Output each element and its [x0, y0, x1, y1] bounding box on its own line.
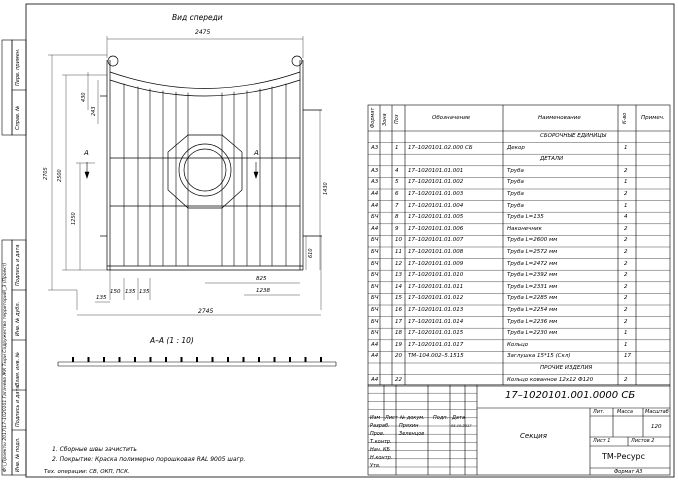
bom-row: [368, 375, 670, 387]
bom-row: [368, 201, 670, 213]
bom-row: [368, 282, 670, 294]
bom-cell-qty: 2: [624, 225, 628, 232]
bom-cell-pos: 5: [395, 179, 399, 186]
bom-row: [368, 177, 670, 189]
bom-cell-format: А4: [371, 376, 379, 383]
bom-cell-pos: 13: [395, 272, 402, 279]
tb-podp: Подп.: [433, 415, 449, 421]
bom-cell-pos: 9: [395, 225, 399, 232]
bom-cell-qty: 2: [624, 191, 628, 197]
dim-150: 150: [110, 289, 121, 295]
section-marker-left: А: [84, 149, 89, 157]
tb-sheet: Лист 1: [593, 438, 611, 444]
note-1: 1. Сборные швы зачистить: [52, 446, 137, 453]
bom-cell-name: Труба L=2285 мм: [507, 295, 558, 302]
doc-number: 17–1020101.001.0000 СБ: [505, 390, 636, 401]
bom-cell-pos: 16: [395, 307, 402, 313]
bom-cell-qty: 1: [624, 202, 628, 209]
doc-name: Секция: [520, 432, 547, 440]
bom-cell-format: БЧ: [371, 295, 379, 302]
bom-cell-qty: 1: [624, 330, 628, 337]
strip-inv-podl: Инв. № подл.: [15, 437, 21, 472]
note-2: 2. Покрытие: Краска полимерно порошковая RAL 9005 шагр.: [52, 456, 246, 463]
tb-lit: Лит.: [593, 409, 605, 415]
bom-cell-qty: 2: [624, 318, 628, 325]
bom-cell-pos: 20: [395, 353, 402, 360]
bom-cell-name: Труба L=2392 мм: [507, 272, 558, 279]
bom-cell-designation: 17–1020101.01.005: [408, 214, 464, 221]
tb-mass: Масса: [617, 409, 633, 415]
bom-cell-designation: 17–1020101.01.007: [408, 237, 464, 244]
bom-cell-designation: 17–1020101.01.002: [408, 179, 464, 186]
bom-cell-qty: 2: [624, 283, 628, 290]
bom-row: [368, 317, 670, 329]
bom-cell-designation: 17–1020101.01.013: [408, 307, 464, 313]
bom-cell-designation: 17–1020101.01.008: [408, 249, 464, 255]
bom-cell-format: А3: [371, 167, 379, 174]
dim-width-bottom: 2745: [198, 308, 214, 315]
bom-row: [368, 166, 670, 178]
bom-cell-name: Труба L=135: [507, 214, 544, 221]
bom-header-format: Формат: [370, 107, 376, 128]
tb-nkontr: Н.контр.: [370, 455, 393, 461]
bom-cell-designation: ТМ–104.002–5.1515: [408, 353, 464, 360]
bom-cell-qty: 2: [624, 167, 628, 174]
bom-cell-format: А4: [371, 341, 379, 348]
bom-cell-format: А4: [371, 191, 379, 197]
bom-cell-qty: 1: [624, 179, 628, 186]
bom-cell-pos: 1: [395, 144, 399, 151]
dim-arch-430: 430: [81, 92, 87, 102]
bom-cell-name: Труба L=2572 мм: [507, 249, 558, 255]
bom-cell-name: Кольцо: [507, 341, 529, 348]
tb-date: 05.10.2017: [451, 424, 472, 428]
section-marker-right: А: [254, 149, 259, 157]
bom-row: [368, 189, 670, 201]
bom-cell-format: БЧ: [371, 249, 379, 255]
bom-cell-format: А4: [371, 202, 379, 209]
bom-row: [368, 212, 670, 224]
tb-ndoc: № докум.: [400, 415, 425, 421]
bom-header-designation: Обозначение: [432, 115, 471, 121]
bom-cell-name: Труба: [507, 202, 524, 209]
bom-cell-format: А3: [371, 179, 379, 186]
bom-cell-qty: 2: [624, 307, 628, 313]
bom-cell-name: Труба L=2254 мм: [507, 307, 558, 313]
bom-cell-qty: 4: [624, 214, 628, 221]
bom-cell-format: БЧ: [371, 283, 379, 290]
bom-cell-designation: 17–1020101.02.000 СБ: [408, 144, 473, 151]
strip-podp-data-1: Подпись и дата: [15, 244, 21, 286]
bom-cell-pos: 22: [395, 376, 402, 383]
bom-row: [368, 247, 670, 259]
bom-cell-pos: 14: [395, 283, 402, 290]
bom-section-other: [368, 363, 670, 375]
bom-row: [368, 259, 670, 271]
dim-1238: 1238: [256, 288, 270, 294]
bom-cell-pos: 18: [395, 330, 402, 337]
bom-row: [368, 270, 670, 282]
bom-row: [368, 293, 670, 305]
strip-sprav-no: Справ. №: [15, 105, 21, 130]
bom-cell-pos: 8: [395, 214, 399, 221]
bom-header-zone: Зона: [382, 113, 388, 126]
bom-cell-pos: 7: [395, 202, 399, 209]
bom-cell-qty: 2: [624, 260, 628, 267]
bom-row: [368, 328, 670, 340]
bom-cell-format: БЧ: [371, 307, 379, 313]
bom-cell-name: Заглушка 15*15 (Скл): [507, 353, 571, 360]
bom-cell-qty: 2: [624, 272, 628, 279]
bom-section-parts: [368, 154, 670, 166]
bom-cell-pos: 17: [395, 318, 402, 325]
tb-tkontr: Т.контр.: [370, 439, 392, 445]
bom-row: [368, 224, 670, 236]
tb-list: Лист: [385, 415, 398, 421]
bom-cell-name: Декор: [507, 144, 525, 151]
view-title: Вид спереди: [172, 13, 223, 22]
bom-cell-name: Труба L=2600 мм: [507, 237, 558, 244]
dim-135-a: 135: [96, 295, 107, 301]
bom-cell-name: Труба: [507, 191, 524, 197]
bom-cell-pos: 19: [395, 341, 402, 348]
bom-section-assembly: [368, 131, 670, 143]
bom-header-note: Примеч.: [641, 115, 665, 121]
bom-cell-designation: 17–1020101.01.011: [408, 283, 464, 290]
bom-cell-format: А3: [371, 144, 379, 151]
bom-cell-pos: 15: [395, 295, 402, 302]
bom-row: [368, 235, 670, 247]
bom-cell-name: Кольцо кованное 12х12 Ф120: [507, 376, 594, 383]
bom-header-pos: Поз: [394, 114, 400, 124]
bom-cell-qty: 2: [624, 237, 628, 244]
bom-section-label: ДЕТАЛИ: [540, 156, 564, 163]
strip-file-path: Ф:\_Проекты 2017\17–1020101 Гагачева ЖК Тыри Содружество территорий\_3 (Проект): [3, 262, 8, 472]
bom-cell-name: Труба L=2236 мм: [507, 318, 558, 325]
bom-cell-pos: 6: [395, 191, 399, 197]
bom-row: [368, 351, 670, 363]
bom-cell-pos: 4: [395, 167, 399, 174]
bom-cell-name: Труба L=2331 мм: [507, 283, 558, 290]
dim-right-1430: 1430: [323, 182, 329, 195]
tb-prov-name: Зеленцов: [399, 431, 425, 437]
strip-vzam-inv: Взам. инв. №: [15, 352, 21, 386]
bom-cell-qty: 17: [624, 353, 631, 360]
bom-cell-name: Труба L=2472 мм: [507, 260, 558, 267]
dim-height-2500: 2500: [57, 169, 63, 182]
strip-perv-primen: Перв. примен.: [15, 48, 21, 86]
bom-row: [368, 305, 670, 317]
bom-cell-name: Труба: [507, 167, 524, 174]
dim-825: 825: [256, 276, 267, 282]
bom-cell-qty: 1: [624, 341, 628, 348]
bom-cell-designation: 17–1020101.01.003: [408, 191, 464, 197]
dim-height-1250: 1250: [71, 212, 77, 225]
dim-arch-243: 243: [91, 106, 97, 116]
bom-header-qty: К-во: [622, 112, 628, 124]
bom-cell-pos: 12: [395, 260, 402, 267]
dim-height-total: 2705: [43, 167, 49, 180]
bom-row: [368, 340, 670, 352]
bom-section-label: ПРОЧИЕ ИЗДЕЛИЯ: [540, 365, 593, 371]
bom-cell-format: БЧ: [371, 260, 379, 267]
tb-razrab-name: Пряхин: [399, 423, 419, 429]
bom-cell-format: А4: [371, 353, 379, 360]
tb-format: Формат А3: [614, 469, 643, 475]
tb-data: Дата: [452, 415, 465, 421]
tb-scale: Масштаб: [645, 409, 669, 415]
bom-cell-name: Труба: [507, 179, 524, 186]
bom-cell-qty: 1: [624, 144, 628, 151]
bom-cell-pos: 10: [395, 237, 402, 244]
bom-cell-format: А4: [371, 225, 379, 232]
bom-cell-qty: 2: [624, 295, 628, 302]
strip-inv-dubl: Инв. № дубл.: [15, 301, 21, 336]
dim-right-610: 610: [308, 248, 314, 258]
bom-cell-pos: 11: [395, 249, 402, 255]
bom-cell-name: Труба L=2230 мм: [507, 330, 558, 337]
tb-razrab: Разраб.: [370, 423, 390, 429]
bom-cell-qty: 2: [624, 376, 628, 383]
bom-cell-format: БЧ: [371, 272, 379, 279]
bom-row: [368, 143, 670, 155]
bom-cell-format: БЧ: [371, 318, 379, 325]
bom-cell-designation: 17–1020101.01.004: [408, 202, 464, 209]
tb-nachkb: Нач. КБ: [370, 447, 390, 453]
bom-cell-designation: 17–1020101.01.009: [408, 260, 464, 267]
bom-cell-designation: 17–1020101.01.015: [408, 330, 464, 337]
tb-izm: Изм: [370, 415, 381, 421]
bom-cell-designation: 17–1020101.01.014: [408, 318, 464, 325]
company-name: ТМ-Ресурс: [602, 452, 646, 461]
section-title: А–А (1 : 10): [150, 336, 194, 345]
tb-sheets: Листов 2: [631, 438, 655, 444]
bom-header-name: Наименование: [538, 115, 581, 121]
bom-cell-format: БЧ: [371, 214, 379, 221]
dim-135-b: 135: [125, 289, 136, 295]
tb-prov: Пров.: [370, 431, 385, 437]
bom-cell-designation: 17–1020101.01.012: [408, 295, 464, 302]
tech-operations: Тех. операции: СВ, ОКП, ПСК.: [44, 469, 130, 475]
dim-135-c: 135: [139, 289, 150, 295]
bom-cell-designation: 17–1020101.01.001: [408, 167, 464, 174]
bom-cell-format: БЧ: [371, 330, 379, 337]
bom-cell-designation: 17–1020101.01.017: [408, 341, 464, 348]
strip-podp-data-2: Подпись и дата: [15, 385, 21, 427]
bom-cell-qty: 2: [624, 249, 628, 255]
tb-scale-value: 120: [651, 424, 662, 430]
dim-width-top: 2475: [195, 29, 211, 36]
bom-cell-format: БЧ: [371, 237, 379, 244]
bom-cell-designation: 17–1020101.01.010: [408, 272, 464, 279]
bom-cell-name: Наконечник: [507, 225, 542, 232]
tb-utv: Утв.: [370, 463, 381, 469]
bom-cell-designation: 17–1020101.01.006: [408, 225, 464, 232]
bom-section-label: СБОРОЧНЫЕ ЕДИНИЦЫ: [540, 133, 607, 139]
